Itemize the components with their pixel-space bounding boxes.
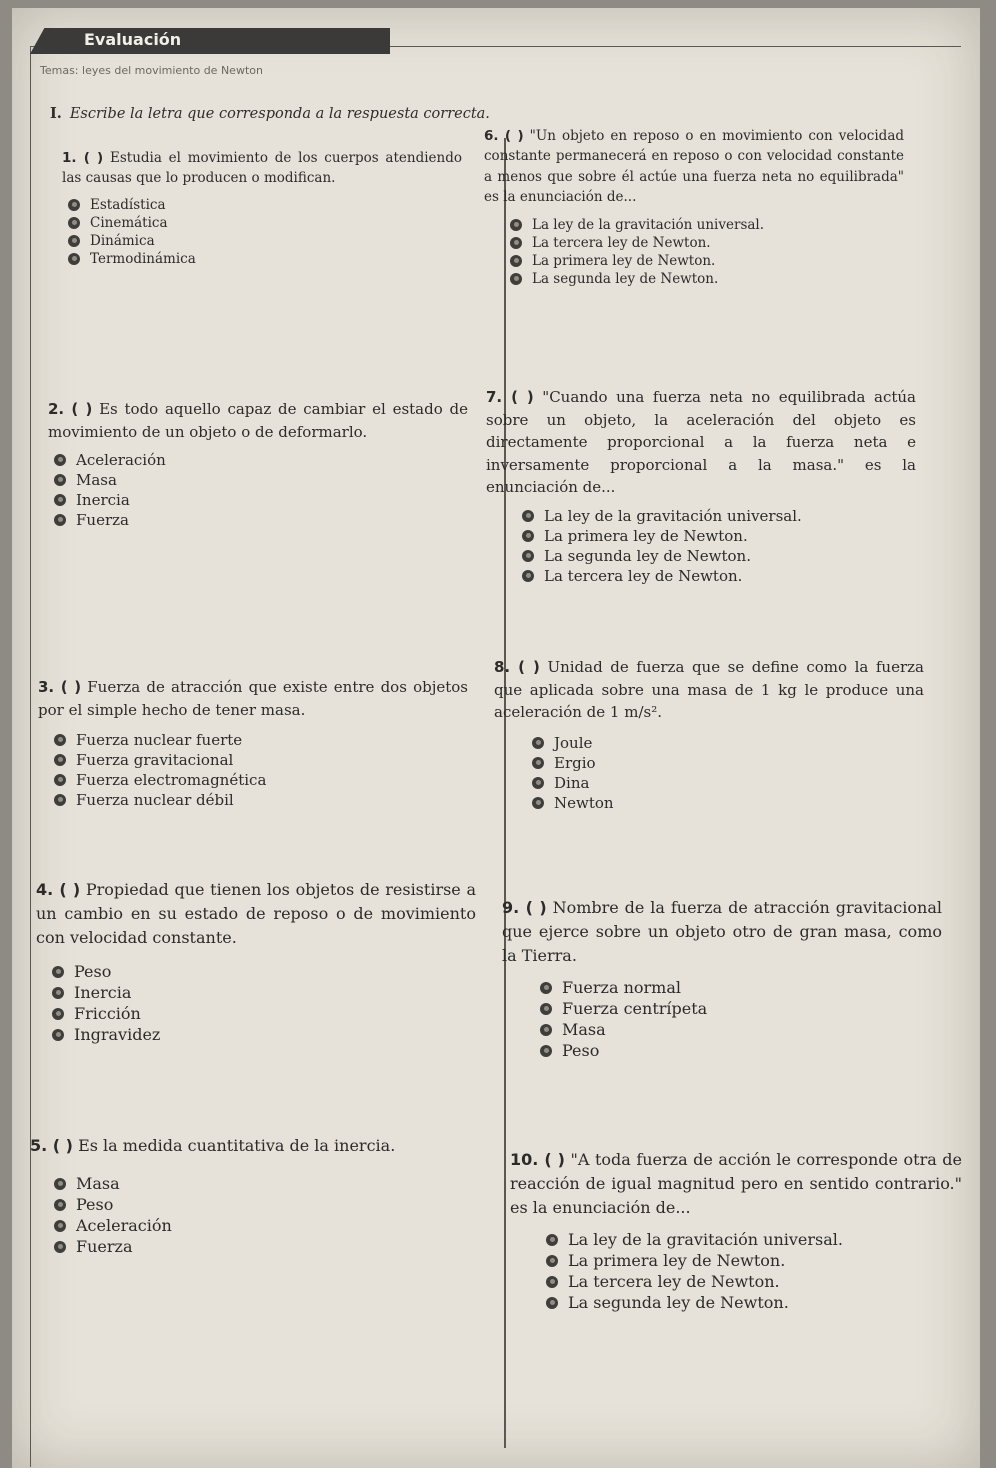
option-label: Ingravidez — [74, 1025, 161, 1044]
instructions — [50, 105, 490, 122]
option-d[interactable] — [68, 251, 462, 267]
option-c[interactable] — [546, 1272, 962, 1291]
option-b[interactable] — [54, 1195, 490, 1214]
option-d[interactable] — [532, 794, 924, 812]
option-label: Estadística — [90, 196, 166, 213]
option-label: Fuerza nuclear débil — [76, 791, 234, 809]
option-bullet-icon — [546, 1234, 558, 1246]
option-bullet-icon — [54, 734, 66, 746]
option-c[interactable] — [510, 253, 904, 269]
question-number: 5. ( ) — [30, 1136, 73, 1155]
option-c[interactable] — [54, 1216, 490, 1235]
option-label: La segunda ley de Newton. — [544, 546, 751, 565]
option-bullet-icon — [546, 1255, 558, 1267]
option-bullet-icon — [68, 253, 80, 265]
option-bullet-icon — [52, 987, 64, 999]
instructions-text: Escribe la letra que corresponda a la respuesta correcta. — [69, 106, 490, 122]
option-b[interactable] — [522, 527, 916, 545]
option-label: Fuerza gravitacional — [76, 751, 234, 769]
section-number: I. — [50, 105, 62, 122]
option-label: Ergio — [554, 753, 596, 772]
option-bullet-icon — [54, 1220, 66, 1232]
question-number: 3. ( ) — [38, 678, 82, 696]
option-b[interactable] — [54, 751, 468, 769]
option-a[interactable] — [546, 1230, 962, 1249]
option-bullet-icon — [510, 219, 522, 231]
option-bullet-icon — [68, 199, 80, 211]
option-label: Aceleración — [76, 1216, 172, 1235]
question-1 — [62, 148, 462, 267]
question-text: Unidad de fuerza que se define como la fuerza que aplicada sobre una masa de 1 kg le produce una aceleración de 1 m/s². — [494, 658, 924, 721]
option-label: Aceleración — [76, 451, 166, 469]
option-label: Termodinámica — [90, 250, 196, 267]
option-bullet-icon — [54, 774, 66, 786]
option-a[interactable] — [532, 734, 924, 752]
option-label: Peso — [562, 1041, 600, 1060]
option-a[interactable] — [522, 507, 916, 525]
option-b[interactable] — [52, 983, 476, 1002]
question-number: 10. ( ) — [510, 1150, 565, 1169]
option-label: Fuerza electromagnética — [76, 771, 267, 789]
option-b[interactable] — [68, 215, 462, 231]
option-a[interactable] — [68, 197, 462, 213]
question-text: "Un objeto en reposo o en movimiento con velocidad constante permanecerá en reposo o con velocidad constante a menos que sobre él actúe una fuerza neta no equilibrada" es la enunciación de... — [484, 128, 905, 205]
option-bullet-icon — [52, 966, 64, 978]
question-text: Es la medida cuantitativa de la inercia. — [78, 1136, 396, 1155]
question-text: "Cuando una fuerza neta no equilibrada actúa sobre un objeto, la aceleración del objeto es directamente proporcional a la fuerza neta e inversamente proporcional a la masa." es la enunciación de... — [486, 388, 916, 496]
option-bullet-icon — [54, 1199, 66, 1211]
option-b[interactable] — [54, 471, 468, 489]
option-bullet-icon — [540, 1024, 552, 1036]
option-c[interactable] — [522, 547, 916, 565]
option-bullet-icon — [532, 737, 544, 749]
option-d[interactable] — [52, 1025, 476, 1044]
option-bullet-icon — [52, 1029, 64, 1041]
question-number: 6. ( ) — [484, 128, 524, 144]
option-bullet-icon — [546, 1276, 558, 1288]
question-number: 9. ( ) — [502, 898, 547, 917]
option-label: Fuerza nuclear fuerte — [76, 731, 243, 749]
option-label: La tercera ley de Newton. — [568, 1272, 780, 1291]
option-label: Dina — [554, 773, 590, 792]
question-2 — [48, 398, 468, 529]
option-c[interactable] — [68, 233, 462, 249]
question-text: Nombre de la fuerza de atracción gravitacional que ejerce sobre un objeto otro de gran masa, como la Tierra. — [502, 898, 942, 965]
option-label: Masa — [562, 1020, 606, 1039]
option-label: La primera ley de Newton. — [544, 526, 748, 545]
option-label: La ley de la gravitación universal. — [544, 506, 802, 525]
question-10 — [510, 1148, 962, 1312]
option-d[interactable] — [540, 1041, 942, 1060]
option-bullet-icon — [532, 777, 544, 789]
option-bullet-icon — [54, 514, 66, 526]
question-text: Estudia el movimiento de los cuerpos atendiendo las causas que lo producen o modifican. — [62, 150, 462, 187]
option-label: Fuerza — [76, 1237, 133, 1256]
option-d[interactable] — [510, 271, 904, 287]
question-number: 7. ( ) — [486, 388, 534, 406]
option-bullet-icon — [546, 1297, 558, 1309]
option-d[interactable] — [54, 791, 468, 809]
option-a[interactable] — [510, 217, 904, 233]
option-d[interactable] — [54, 511, 468, 529]
question-9 — [502, 896, 942, 1060]
option-b[interactable] — [546, 1251, 962, 1270]
option-bullet-icon — [532, 757, 544, 769]
question-7 — [486, 386, 916, 585]
option-bullet-icon — [54, 1241, 66, 1253]
question-8 — [494, 656, 924, 812]
question-4 — [36, 878, 476, 1044]
option-a[interactable] — [540, 978, 942, 997]
option-c[interactable] — [532, 774, 924, 792]
option-c[interactable] — [54, 491, 468, 509]
option-label: Peso — [76, 1195, 114, 1214]
option-a[interactable] — [54, 451, 468, 469]
option-bullet-icon — [510, 255, 522, 267]
option-bullet-icon — [522, 570, 534, 582]
option-a[interactable] — [54, 731, 468, 749]
option-label: La segunda ley de Newton. — [532, 271, 719, 287]
question-number: 1. ( ) — [62, 150, 104, 166]
question-5 — [30, 1134, 490, 1256]
option-label: La ley de la gravitación universal. — [568, 1230, 843, 1249]
page-title: Evaluación — [84, 30, 182, 49]
option-a[interactable] — [54, 1174, 490, 1193]
option-label: La tercera ley de Newton. — [532, 235, 711, 251]
option-c[interactable] — [52, 1004, 476, 1023]
option-bullet-icon — [532, 797, 544, 809]
option-bullet-icon — [68, 235, 80, 247]
option-label: Masa — [76, 471, 117, 489]
option-label: Cinemática — [90, 214, 168, 231]
option-bullet-icon — [68, 217, 80, 229]
option-bullet-icon — [522, 530, 534, 542]
option-bullet-icon — [54, 1178, 66, 1190]
option-label: Fuerza normal — [562, 978, 681, 997]
question-text: Propiedad que tienen los objetos de resistirse a un cambio en su estado de reposo o de movimiento con velocidad constante. — [36, 880, 476, 947]
option-a[interactable] — [52, 962, 476, 981]
option-c[interactable] — [54, 771, 468, 789]
option-bullet-icon — [522, 510, 534, 522]
option-label: La ley de la gravitación universal. — [532, 217, 765, 233]
option-d[interactable] — [546, 1293, 962, 1312]
option-bullet-icon — [540, 1045, 552, 1057]
question-text: Es todo aquello capaz de cambiar el estado de movimiento de un objeto o de deformarlo. — [48, 400, 469, 441]
question-number: 8. ( ) — [494, 658, 540, 676]
option-label: Joule — [554, 733, 593, 752]
question-number: 2. ( ) — [48, 400, 93, 418]
option-b[interactable] — [532, 754, 924, 772]
option-bullet-icon — [54, 794, 66, 806]
option-bullet-icon — [52, 1008, 64, 1020]
option-label: Masa — [76, 1174, 120, 1193]
option-label: Inercia — [74, 983, 132, 1002]
question-number: 4. ( ) — [36, 880, 81, 899]
option-label: Inercia — [76, 491, 130, 509]
option-bullet-icon — [510, 273, 522, 285]
topics-subtitle: Temas: leyes del movimiento de Newton — [40, 64, 263, 77]
option-label: Fricción — [74, 1004, 141, 1023]
option-bullet-icon — [540, 1003, 552, 1015]
question-3 — [38, 676, 468, 809]
option-b[interactable] — [540, 999, 942, 1018]
question-text: Fuerza de atracción que existe entre dos objetos por el simple hecho de tener masa. — [38, 678, 468, 719]
option-label: La segunda ley de Newton. — [568, 1293, 789, 1312]
option-label: Fuerza centrípeta — [562, 999, 708, 1018]
option-label: Newton — [554, 793, 614, 812]
question-6 — [484, 126, 904, 287]
option-bullet-icon — [540, 982, 552, 994]
option-bullet-icon — [522, 550, 534, 562]
option-d[interactable] — [54, 1237, 490, 1256]
option-label: Dinámica — [90, 232, 155, 249]
option-b[interactable] — [510, 235, 904, 251]
option-bullet-icon — [510, 237, 522, 249]
option-label: La primera ley de Newton. — [568, 1251, 786, 1270]
option-label: La tercera ley de Newton. — [544, 566, 743, 585]
option-label: Peso — [74, 962, 112, 981]
option-c[interactable] — [540, 1020, 942, 1039]
option-bullet-icon — [54, 454, 66, 466]
option-d[interactable] — [522, 567, 916, 585]
option-label: La primera ley de Newton. — [532, 253, 716, 269]
option-bullet-icon — [54, 754, 66, 766]
question-text: "A toda fuerza de acción le corresponde otra de reacción de igual magnitud pero en sentido contrario." es la enunciación de... — [510, 1150, 962, 1217]
worksheet-page — [12, 8, 980, 1468]
option-label: Fuerza — [76, 511, 129, 529]
option-bullet-icon — [54, 474, 66, 486]
option-bullet-icon — [54, 494, 66, 506]
